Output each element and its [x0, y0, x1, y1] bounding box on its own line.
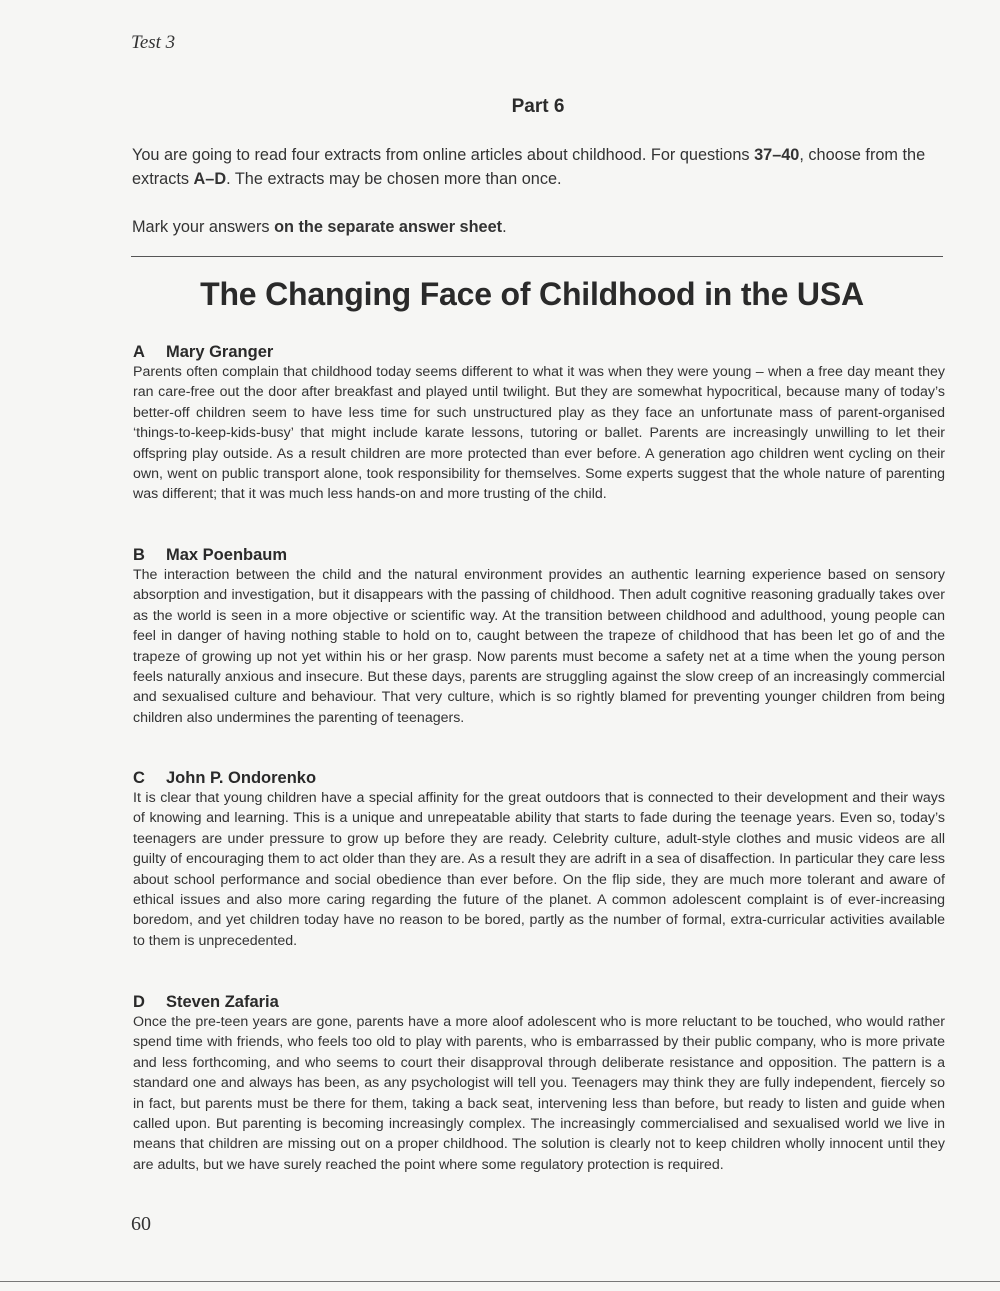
extract-body: Once the pre-teen years are gone, parents have a more aloof adolescent who is more reluctant to be touched, who would rather spend time with friends, who feels too old to play with parents, who is embarrassed by their public company, who is more private and less forthcoming, and who seems to court their disapproval through deliberate resistance and opposition. The pattern is a standard one and always has been, as any psychologist will tell you. Teenagers may think they are fully independent, fiercely so in fact, but parents must be there for them, taking a back seat, intervening less than before, but ready to listen and guide when called upon. But parenting is becoming increasingly complex. The increasingly commercialised and sexualised world we live in means that children are missing out on a proper childhood. The solution is clearly not to keep children wholly innocent until they are adults, but we have surely reached the point where some regulatory protection is required. [133, 1014, 945, 1173]
extract-letter: D [133, 993, 145, 1011]
extract-range: A–D [193, 170, 227, 188]
extract-b [133, 545, 945, 728]
extract-heading [133, 768, 945, 788]
page-number: 60 [131, 1213, 151, 1235]
extract-c [133, 768, 945, 951]
extract-author: Mary Granger [166, 343, 274, 361]
extract-d [133, 992, 945, 1175]
section-divider [131, 256, 943, 257]
article-title: The Changing Face of Childhood in the USA [200, 276, 864, 312]
extract-body: The interaction between the child and the natural environment provides an authentic learning experience based on sensory absorption and investigation, but it disappears with the passing of childhood. Then adult cognitive reasoning gradually takes over as the world is seen in a more objective or scientific way. At the transition between childhood and adulthood, young people can feel in danger of having nothing stable to hold on to, caught between the trapeze of childhood that has been let go of and the trapeze of growing up not yet within his or her grasp. Now parents must become a safety net at a time when the young person feels naturally anxious and insecure. But these days, parents are struggling against the slow creep of an increasingly commercial and sexualised culture and behaviour. That very culture, which is so rightly blamed for preventing younger children from being children also undermines the parenting of teenagers. [133, 567, 945, 726]
extract-body: It is clear that young children have a special affinity for the great outdoors that is connected to their development and their ways of knowing and learning. This is a unique and unrepeatable ability that starts to fade during the teenage years. Even so, today’s teenagers are under pressure to grow up before they are ready. Celebrity culture, adult-style clothes and music videos are all guilty of encouraging them to act older than they are. As a result they are adrift in a sea of disaffection. In particular they care less about school performance and social obedience than ever before. On the flip side, they are much more tolerant and aware of ethical issues and also more caring regarding the future of the planet. A common adolescent complaint is of ever-increasing boredom, and yet children today have no reason to be bored, partly as the number of formal, extra-curricular activities available to them is unprecedented. [133, 790, 945, 949]
mark-suffix: . [502, 218, 507, 236]
extract-letter: C [133, 769, 145, 787]
instructions-text [132, 143, 944, 191]
scan-edge-line [0, 1281, 1000, 1282]
answer-sheet-instruction [132, 215, 944, 239]
extract-author: Max Poenbaum [166, 546, 288, 564]
instructions [132, 143, 944, 239]
extract-letter: A [133, 343, 145, 361]
extract-author: John P. Ondorenko [166, 769, 317, 787]
extract-body: Parents often complain that childhood today seems different to what it was when they were young – when a free day meant they ran care-free out the door after breakfast and played until twilight. But they are somewhat hypocritical, because many of today’s better-off children seem to have less time for such unstructured play as they face an unfortunate mass of parent-organised ‘things-to-keep-kids-busy’ that might include karate lessons, tutoring or ballet. Parents are increasingly unwilling to let their offspring play outside. As a result children are more protected than ever before. A generation ago children went cycling on their own, went on public transport alone, took responsibility for themselves. Some experts suggest that the whole nature of parenting was different; that it was much less hands-on and more trusting of the child. [133, 364, 945, 503]
part-title: Part 6 [511, 96, 565, 117]
mark-prefix: Mark your answers [132, 218, 275, 236]
mark-bold: on the separate answer sheet [274, 218, 503, 236]
extract-a [133, 342, 945, 505]
instructions-text-3: . The extracts may be chosen more than once. [226, 170, 562, 188]
extract-heading [133, 545, 945, 565]
extract-heading [133, 342, 945, 362]
running-header: Test 3 [131, 32, 176, 53]
extract-author: Steven Zafaria [166, 993, 279, 1011]
instructions-text-2: , choose from the extracts [132, 146, 926, 188]
extract-letter: B [133, 546, 145, 564]
instructions-text-1: You are going to read four extracts from online articles about childhood. For questions [132, 146, 755, 164]
question-range: 37–40 [754, 146, 800, 164]
extract-heading [133, 992, 945, 1012]
